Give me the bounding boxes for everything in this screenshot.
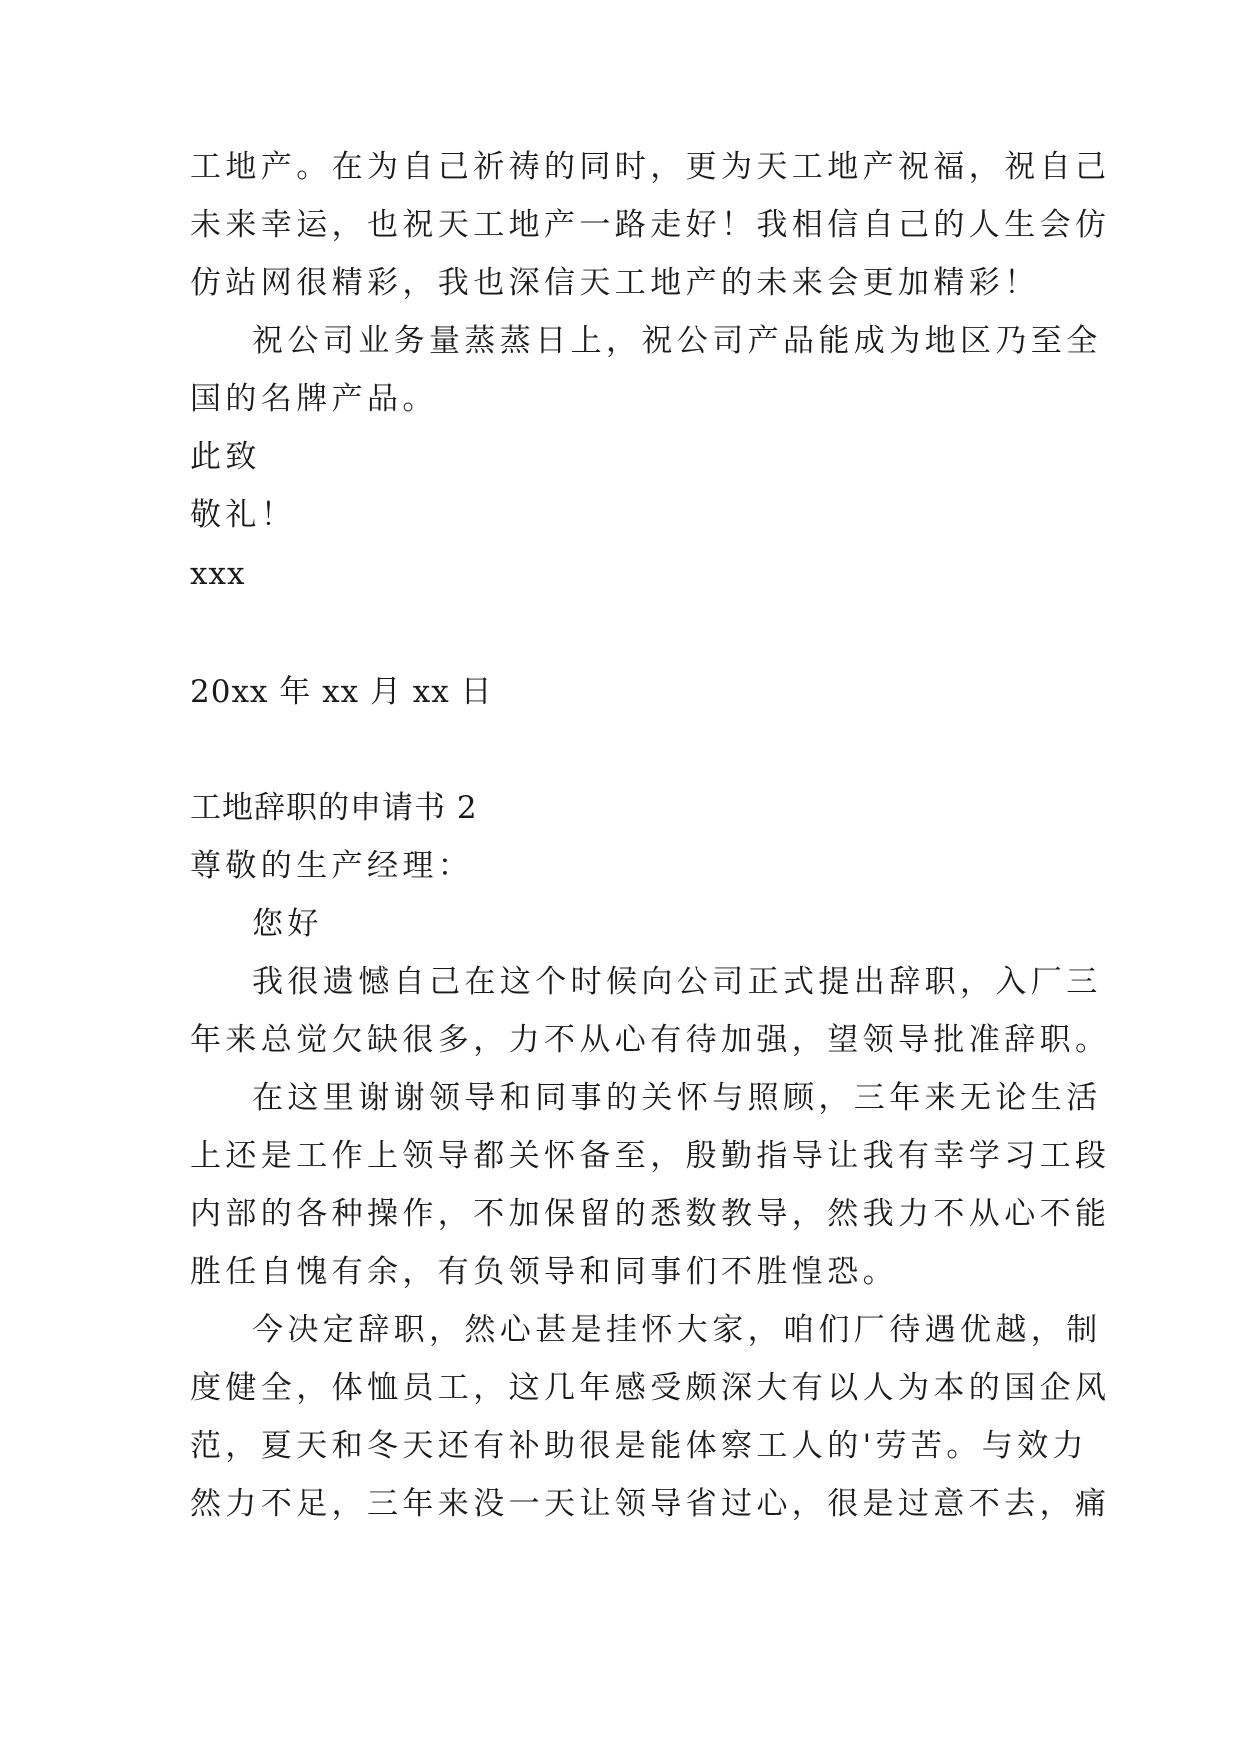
paragraph-line: 未来幸运，也祝天工地产一路走好！我相信自己的人生会仿 [190,207,1111,243]
closing-line: 敬礼！ [190,497,297,533]
paragraph-line: 上还是工作上领导都关怀备至，殷勤指导让我有幸学习工段 [190,1138,1111,1174]
paragraph-line: 国的名牌产品。 [190,381,438,417]
paragraph-line: 然力不足，三年来没一天让领导省过心，很是过意不去，痛 [190,1486,1111,1522]
paragraph-line: 我很遗憾自己在这个时候向公司正式提出辞职，入厂三 [252,964,1102,1000]
paragraph-line: 内部的各种操作，不加保留的悉数教导，然我力不从心不能 [190,1196,1111,1232]
paragraph-line: 祝公司业务量蒸蒸日上，祝公司产品能成为地区乃至全 [252,323,1102,359]
paragraph-line: 仿站网很精彩，我也深信天工地产的未来会更加精彩！ [190,265,1040,301]
paragraph-line: 年来总觉欠缺很多，力不从心有待加强，望领导批准辞职。 [190,1022,1111,1058]
closing-line: 此致 [190,439,261,475]
paragraph-line: 工地产。在为自己祈祷的同时，更为天工地产祝福，祝自己 [190,149,1111,185]
paragraph-line: 胜任自愧有余，有负领导和同事们不胜惶恐。 [190,1254,898,1290]
section-title: 工地辞职的申请书 2 [190,790,478,826]
date-line: 20xx 年 xx 月 xx 日 [190,674,493,710]
salutation: 尊敬的生产经理： [190,848,474,884]
paragraph-line: 今决定辞职，然心甚是挂怀大家，咱们厂待遇优越，制 [252,1312,1102,1348]
greeting: 您好 [252,906,323,942]
signature: xxx [190,556,246,592]
paragraph-line: 范，夏天和冬天还有补助很是能体察工人的'劳苦。与效力 [190,1428,1088,1464]
paragraph-line: 度健全，体恤员工，这几年感受颇深大有以人为本的国企风 [190,1370,1111,1406]
paragraph-line: 在这里谢谢领导和同事的关怀与照顾，三年来无论生活 [252,1080,1102,1116]
